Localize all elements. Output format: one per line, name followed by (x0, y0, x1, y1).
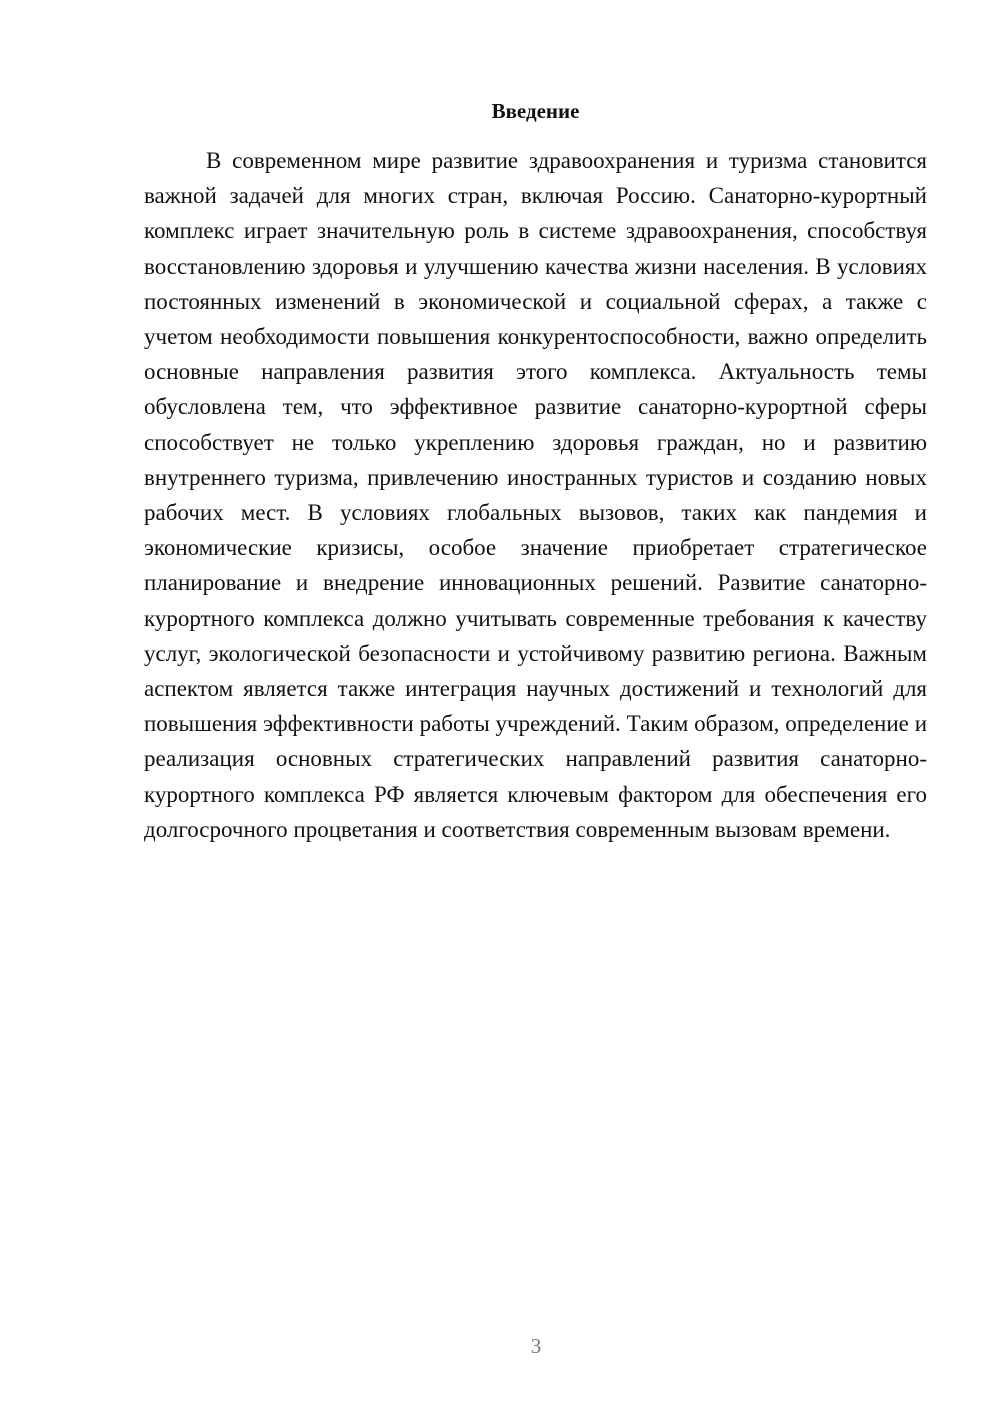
page-number: 3 (530, 1334, 542, 1358)
body-paragraph: В современном мире развитие здравоохранения и туризма становится важной задачей для многих стран, включая Россию. Санаторно-курортный комплекс играет значительную роль в системе здравоохранения, способствуя восстановлению здоровья и улучшению качества жизни населения. В условиях постоянных изменений в экономической и социальной сферах, а также с учетом необходимости повышения конкурентоспособности, важно определить основные направления развития этого комплекса. Актуальность темы обусловлена тем, что эффективное развитие санаторно-курортной сферы способствует не только укреплению здоровья граждан, но и развитию внутреннего туризма, привлечению иностранных туристов и созданию новых рабочих мест. В условиях глобальных вызовов, таких как пандемия и экономические кризисы, особое значение приобретает стратегическое планирование и внедрение инновационных решений. Развитие санаторно-курортного комплекса должно учитывать современные требования к качеству услуг, экологической безопасности и устойчивому развитию региона. Важным аспектом является также интеграция научных достижений и технологий для повышения эффективности работы учреждений. Таким образом, определение и реализация основных стратегических направлений развития санаторно-курортного комплекса РФ является ключевым фактором для обеспечения его долгосрочного процветания и соответствия современным вызовам времени. (144, 148, 927, 842)
section-heading: Введение (491, 99, 580, 123)
